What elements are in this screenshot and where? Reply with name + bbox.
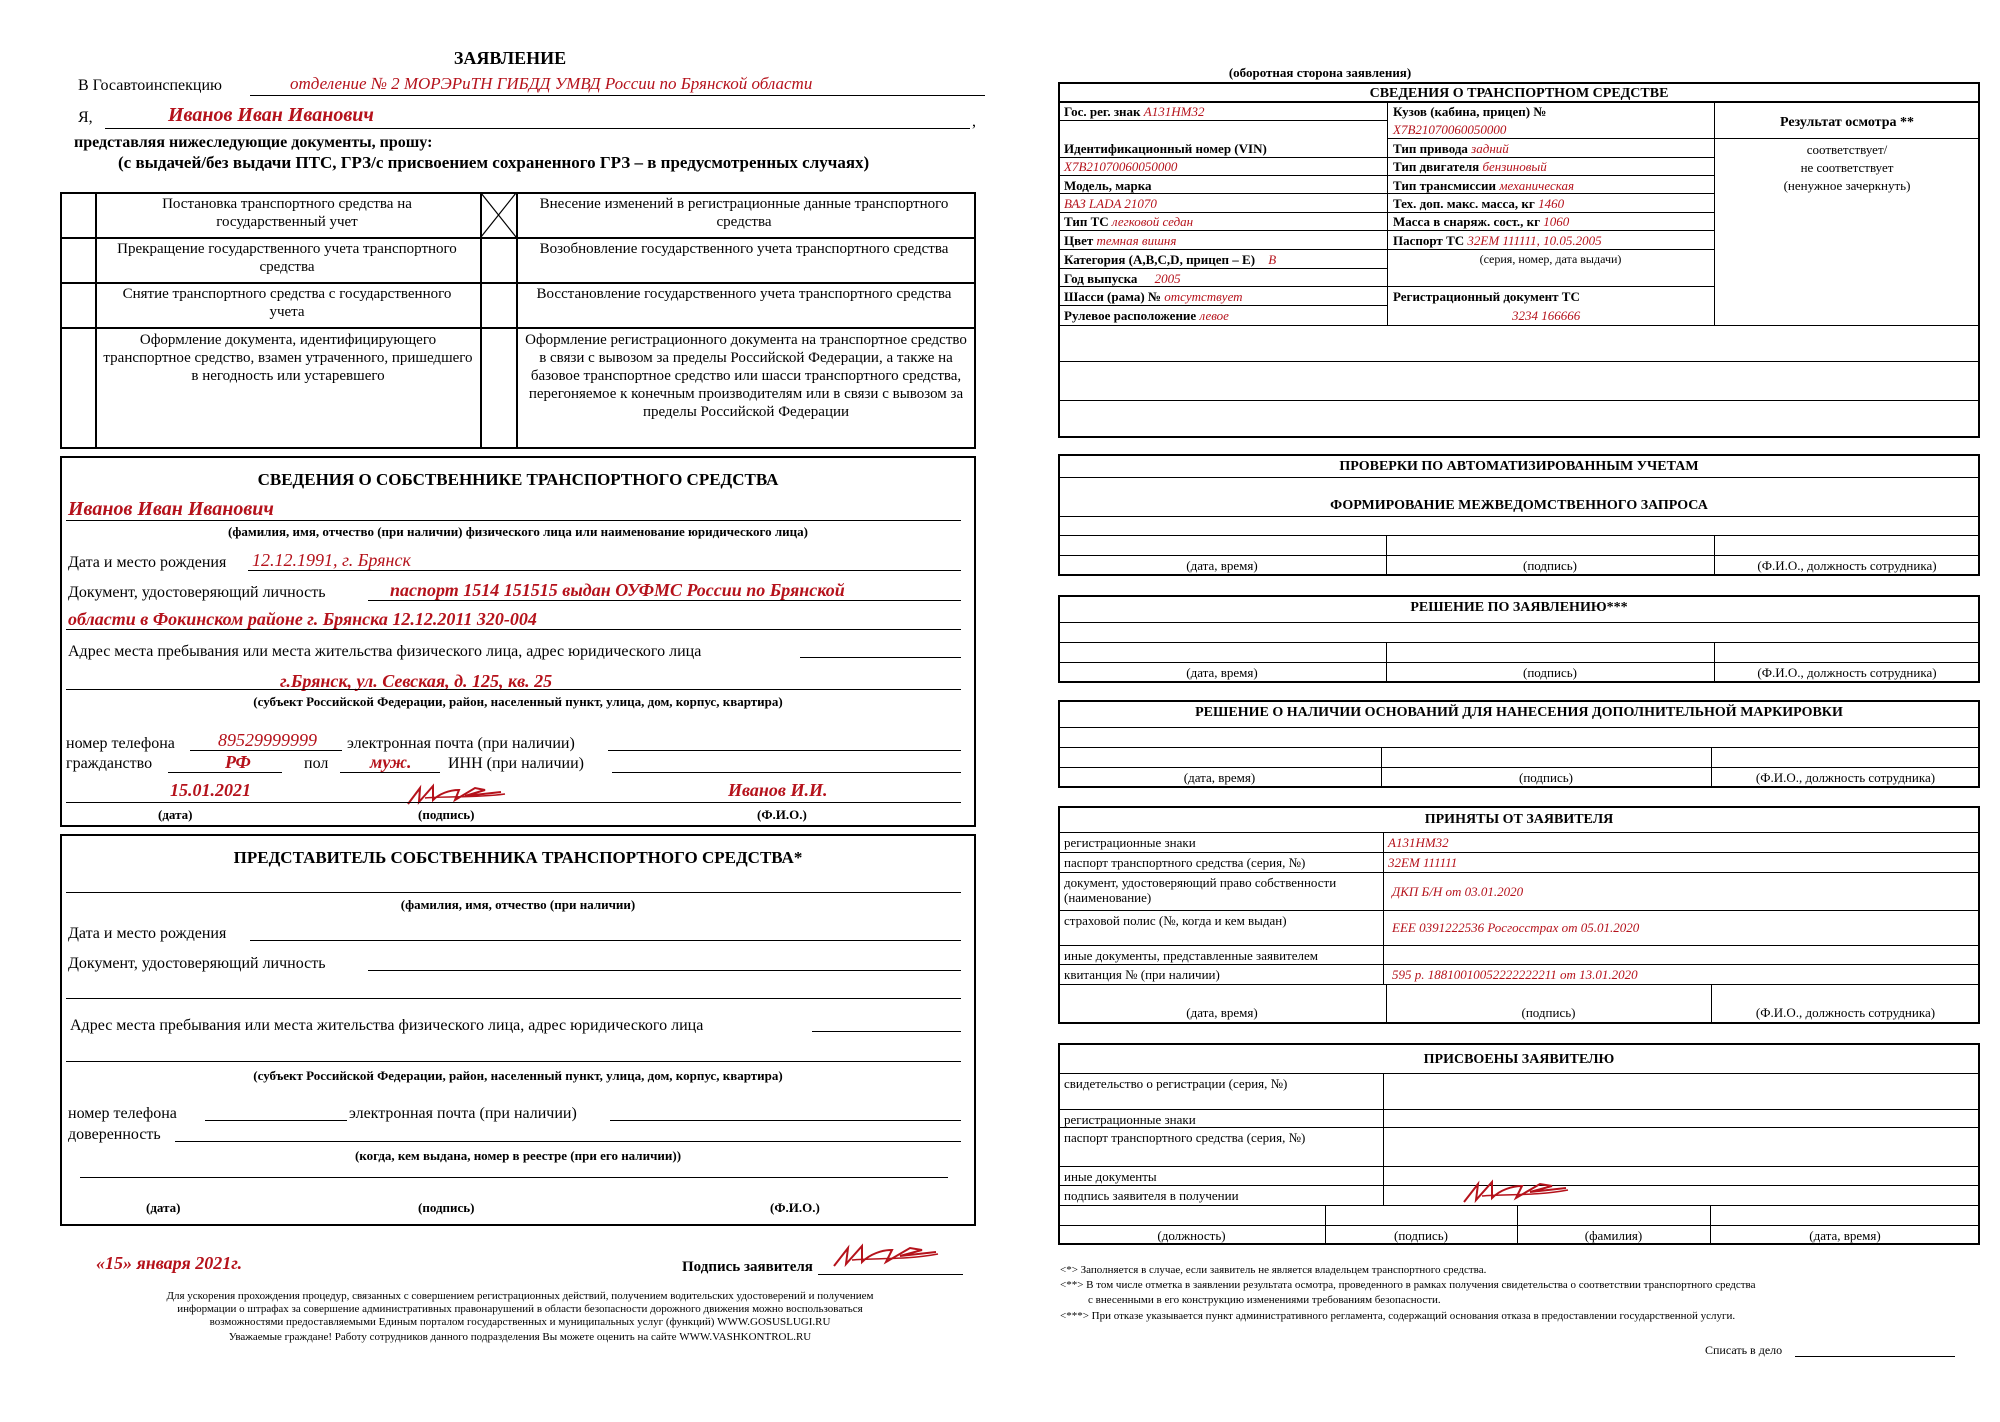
marking-cap-datetime: (дата, время) xyxy=(1183,770,1256,785)
owner-doc-label: Документ, удостоверяющий личность xyxy=(68,584,326,601)
rep-poa-caption: (когда, кем выдана, номер в реестре (при его наличии)) xyxy=(354,1148,682,1163)
trans-label: Тип трансмиссии xyxy=(1393,178,1496,193)
curbmass-label: Масса в снаряж. сост., кг xyxy=(1393,214,1541,229)
trans-value: механическая xyxy=(1499,178,1575,193)
action-right-1: Внесение изменений в регистрационные данные транспортного средства xyxy=(539,196,949,230)
pts-value: 32ЕМ 111111, 10.05.2005 xyxy=(1467,233,1602,248)
accepted-row-4-value: ЕЕЕ 0391222536 Росгосстрах от 05.01.2020 xyxy=(1392,920,1640,935)
owner-citizenship-value: РФ xyxy=(225,752,251,772)
decision-heading: РЕШЕНИЕ ПО ЗАЯВЛЕНИЮ*** xyxy=(1410,600,1628,615)
note-3: <***> При отказе указывается пункт административного регламента, содержащий основания отказа в предоставлении государственной услуги. xyxy=(1060,1310,1736,1322)
vin-value: Х7В21070060050000 xyxy=(1064,159,1178,174)
owner-cap-date: (дата) xyxy=(158,807,193,822)
assigned-cap-sign: (подпись) xyxy=(1394,1228,1448,1243)
pts-caption: (серия, номер, дата выдачи) xyxy=(1479,252,1622,266)
engine-value: бензиновый xyxy=(1482,159,1547,174)
assigned-row-2: регистрационные знаки xyxy=(1064,1112,1196,1127)
owner-phone-label: номер телефона xyxy=(66,735,175,752)
footnote-vashkontrol: Уважаемые граждане! Работу сотрудников данного подразделения Вы можете оценить на сайте WWW.VASHKONTROL.RU xyxy=(228,1331,812,1343)
owner-inn-label: ИНН (при наличии) xyxy=(448,755,584,772)
footer-sign-label: Подпись заявителя xyxy=(682,1259,813,1275)
note-1: <*> Заполняется в случае, если заявитель не является владельцем транспортного средства. xyxy=(1060,1264,1487,1276)
to-value: отделение № 2 МОРЭРиТН ГИБДД УМВД России по Брянской области xyxy=(290,74,813,93)
action-right-4: Оформление регистрационного документа на транспортное средство в связи с вывозом за пределы Российской Федерации, а также на базовое транспортное средство или шасси транспортного средства, перегоняемое к конечным производителям или в связи с вывозом за пределы Российской Федерации xyxy=(525,332,967,420)
owner-dob-label: Дата и место рождения xyxy=(68,554,227,571)
accepted-row-1-label: регистрационные знаки xyxy=(1064,835,1196,850)
owner-name-value: Иванов Иван Иванович xyxy=(68,498,274,520)
regdoc-value: 3234 166666 xyxy=(1512,308,1581,323)
chassis-value: отсутствует xyxy=(1164,289,1243,304)
checkbox-export-document[interactable] xyxy=(481,329,515,447)
action-left-3: Снятие транспортного средства с государственного учета xyxy=(122,286,452,320)
form-title: ЗАЯВЛЕНИЕ xyxy=(453,48,567,68)
i-comma: , xyxy=(972,113,976,130)
color-label: Цвет xyxy=(1064,233,1094,248)
i-underline xyxy=(105,128,970,129)
wheel-label: Рулевое расположение xyxy=(1064,308,1197,323)
checkbox-deregistration[interactable] xyxy=(61,284,95,327)
assigned-row-3: паспорт транспортного средства (серия, №) xyxy=(1064,1130,1306,1145)
action-left-4: Оформление документа, идентифицирующего транспортное средство, взамен утраченного, пришедшего в негодность или устаревшего xyxy=(103,332,473,384)
inspect-opt-2[interactable]: не соответствует xyxy=(1800,160,1894,175)
color-value: темная вишня xyxy=(1096,233,1177,248)
reverse-title: (оборотная сторона заявления) xyxy=(1228,65,1412,80)
model-value: ВАЗ LADA 21070 xyxy=(1064,196,1157,211)
i-value: Иванов Иван Иванович xyxy=(168,104,374,126)
rep-addr-label: Адрес места пребывания или места жительства физического лица, адрес юридического лица xyxy=(70,1017,704,1034)
owner-name-caption: (фамилия, имя, отчество (при наличии) физического лица или наименование юридического лица) xyxy=(228,524,808,539)
accepted-row-6-label: квитанция № (при наличии) xyxy=(1064,967,1220,982)
accepted-cap-officer: (Ф.И.О., должность сотрудника) xyxy=(1755,1005,1936,1020)
note-2b: с внесенными в его конструкцию изменениями требованиям безопасности. xyxy=(1088,1294,1441,1306)
rep-doc-label: Документ, удостоверяющий личность xyxy=(68,955,326,972)
checkbox-termination[interactable] xyxy=(61,239,95,282)
note-2: <**> В том числе отметка в заявлении результата осмотра, проведенного в рамках получения свидетельства о соответствии транспортного средства xyxy=(1060,1279,1756,1291)
rep-cap-date: (дата) xyxy=(146,1200,181,1215)
rep-phone-label: номер телефона xyxy=(68,1105,177,1122)
type-label: Тип ТС xyxy=(1064,214,1109,229)
checkbox-resumption[interactable] xyxy=(481,239,515,282)
accepted-row-5-label: иные документы, представленные заявителем xyxy=(1064,948,1318,963)
type-value: легковой седан xyxy=(1111,214,1194,229)
rep-addr-caption: (субъект Российской Федерации, район, населенный пункт, улица, дом, корпус, квартира) xyxy=(253,1068,783,1083)
to-underline xyxy=(250,95,985,96)
marking-cap-sign: (подпись) xyxy=(1519,770,1573,785)
owner-signature-icon xyxy=(405,780,510,808)
assigned-cap-position: (должность) xyxy=(1157,1228,1226,1243)
assigned-heading: ПРИСВОЕНЫ ЗАЯВИТЕЛЮ xyxy=(1423,1052,1615,1067)
maxmass-value: 1460 xyxy=(1538,196,1565,211)
accepted-row-4-label: страховой полис (№, когда и кем выдан) xyxy=(1064,913,1287,928)
plate-label: Гос. рег. знак xyxy=(1064,104,1141,119)
action-right-2: Возобновление государственного учета транспортного средства xyxy=(539,241,949,257)
assigned-row-1: свидетельство о регистрации (серия, №) xyxy=(1064,1076,1288,1091)
assigned-cap-surname: (фамилия) xyxy=(1584,1228,1643,1243)
checks-cap-officer: (Ф.И.О., должность сотрудника) xyxy=(1757,558,1937,573)
vehicle-heading: СВЕДЕНИЯ О ТРАНСПОРТНОМ СРЕДСТВЕ xyxy=(1369,86,1669,101)
checkbox-id-document[interactable] xyxy=(61,329,95,447)
model-label: Модель, марка xyxy=(1064,178,1152,193)
inspect-label: Результат осмотра ** xyxy=(1779,115,1915,130)
checks-heading-1: ПРОВЕРКИ ПО АВТОМАТИЗИРОВАННЫМ УЧЕТАМ xyxy=(1339,459,1699,474)
action-left-1: Постановка транспортного средства на государственный учет xyxy=(162,196,412,230)
owner-sex-value: муж. xyxy=(370,752,412,772)
receipt-signature-icon xyxy=(1460,1176,1570,1206)
rep-name-caption: (фамилия, имя, отчество (при наличии) xyxy=(400,897,636,912)
rep-email-label: электронная почта (при наличии) xyxy=(349,1105,577,1122)
decision-cap-officer: (Ф.И.О., должность сотрудника) xyxy=(1757,665,1937,680)
year-value: 2005 xyxy=(1154,271,1181,286)
footer-date: «15» января 2021г. xyxy=(96,1253,243,1273)
rep-dob-label: Дата и место рождения xyxy=(68,925,227,942)
rep-heading: ПРЕДСТАВИТЕЛЬ СОБСТВЕННИКА ТРАНСПОРТНОГО СРЕДСТВА* xyxy=(233,848,803,867)
assigned-cap-datetime: (дата, время) xyxy=(1809,1228,1881,1243)
accepted-row-2-label: паспорт транспортного средства (серия, №) xyxy=(1064,855,1306,870)
checks-heading-2: ФОРМИРОВАНИЕ МЕЖВЕДОМСТВЕННОГО ЗАПРОСА xyxy=(1330,498,1708,513)
body-label: Кузов (кабина, прицеп) № xyxy=(1393,104,1547,119)
accepted-row-6-value: 595 р. 18810010052222222211 от 13.01.2020 xyxy=(1392,967,1638,982)
accepted-row-1-value: А131НМ32 xyxy=(1388,835,1449,850)
maxmass-label: Тех. доп. макс. масса, кг xyxy=(1393,196,1535,211)
accepted-row-2-value: 32ЕМ 111111 xyxy=(1388,855,1458,870)
drive-label: Тип привода xyxy=(1393,141,1468,156)
owner-cap-sign: (подпись) xyxy=(418,807,475,822)
owner-cap-fio: (Ф.И.О.) xyxy=(757,807,807,822)
cat-value: В xyxy=(1268,252,1277,267)
owner-doc-value-2: области в Фокинском районе г. Брянска 12.12.2011 320-004 xyxy=(68,609,537,629)
checkbox-restoration[interactable] xyxy=(481,284,515,327)
owner-fio-value: Иванов И.И. xyxy=(728,780,828,800)
rep-cap-sign: (подпись) xyxy=(418,1200,475,1215)
checked-box-x-icon[interactable] xyxy=(481,193,516,237)
inspect-opt-1[interactable]: соответствует/ xyxy=(1806,142,1888,157)
regdoc-label: Регистрационный документ ТС xyxy=(1393,289,1580,304)
wheel-value: левое xyxy=(1199,308,1229,323)
action-right-3: Восстановление государственного учета транспортного средства xyxy=(536,286,952,302)
owner-addr-caption: (субъект Российской Федерации, район, населенный пункт, улица, дом, корпус, квартира) xyxy=(253,694,783,709)
plate-value: А131НМ32 xyxy=(1143,104,1205,119)
owner-heading: СВЕДЕНИЯ О СОБСТВЕННИКЕ ТРАНСПОРТНОГО СРЕДСТВА xyxy=(257,470,779,489)
accepted-cap-datetime: (дата, время) xyxy=(1186,1005,1258,1020)
action-left-2: Прекращение государственного учета транспортного средства xyxy=(117,241,457,275)
owner-email-label: электронная почта (при наличии) xyxy=(347,735,575,752)
to-label: В Госавтоинспекцию xyxy=(78,77,222,94)
checkbox-registration[interactable] xyxy=(61,193,95,237)
owner-dob-value: 12.12.1991, г. Брянск xyxy=(252,550,411,570)
curbmass-value: 1060 xyxy=(1543,214,1570,229)
body-value: Х7В21070060050000 xyxy=(1393,122,1507,137)
decision-cap-datetime: (дата, время) xyxy=(1186,665,1258,680)
owner-addr-value: г.Брянск, ул. Севская, д. 125, кв. 25 xyxy=(280,671,553,691)
marking-heading: РЕШЕНИЕ О НАЛИЧИИ ОСНОВАНИЙ ДЛЯ НАНЕСЕНИЯ ДОПОЛНИТЕЛЬНОЙ МАРКИРОВКИ xyxy=(1195,705,1843,720)
footnote-gosuslugi: Для ускорения прохождения процедур, связанных с совершением регистрационных действий, получением водительских удостоверений и получением информации о штрафах за совершение административных правонарушений в области безопасности дорожного движения можно воспользоваться возможностями предоставляемыми Единым порталом государственных и муниципальных услуг (функций) WWW.GOSUSLUGI.RU xyxy=(166,1290,874,1328)
inspect-opt-3: (ненужное зачеркнуть) xyxy=(1783,178,1911,193)
accepted-cap-sign: (подпись) xyxy=(1521,1005,1576,1020)
owner-sex-label: пол xyxy=(304,755,329,772)
rep-poa-label: доверенность xyxy=(68,1126,161,1143)
owner-date-value: 15.01.2021 xyxy=(170,780,251,800)
assigned-row-5: подпись заявителя в получении xyxy=(1064,1188,1239,1203)
archive-label: Списать в дело xyxy=(1705,1343,1783,1357)
pts-label: Паспорт ТС xyxy=(1393,233,1465,248)
engine-label: Тип двигателя xyxy=(1393,159,1480,174)
request-line-1: представляя нижеследующие документы, прошу: xyxy=(74,134,433,151)
i-label: Я, xyxy=(78,109,93,126)
request-line-2: (с выдачей/без выдачи ПТС, ГРЗ/с присвоением сохраненного ГРЗ – в предусмотренных случаях) xyxy=(118,153,870,172)
rep-cap-fio: (Ф.И.О.) xyxy=(770,1200,820,1215)
owner-phone-value: 89529999999 xyxy=(218,730,317,750)
accepted-heading: ПРИНЯТЫ ОТ ЗАЯВИТЕЛЯ xyxy=(1424,812,1614,827)
owner-doc-value-1: паспорт 1514 151515 выдан ОУФМС России по Брянской xyxy=(390,580,845,600)
checks-cap-sign: (подпись) xyxy=(1523,558,1577,573)
drive-value: задний xyxy=(1471,141,1509,156)
accepted-row-3-label: документ, удостоверяющий право собственности (наименование) xyxy=(1064,875,1337,905)
applicant-signature-icon xyxy=(830,1238,940,1270)
decision-cap-sign: (подпись) xyxy=(1523,665,1577,680)
chassis-label: Шасси (рама) № xyxy=(1064,289,1162,304)
year-label: Год выпуска xyxy=(1064,271,1138,286)
checks-cap-datetime: (дата, время) xyxy=(1186,558,1258,573)
owner-citizenship-label: гражданство xyxy=(66,755,153,772)
marking-cap-officer: (Ф.И.О., должность сотрудника) xyxy=(1755,770,1936,785)
assigned-row-4: иные документы xyxy=(1064,1169,1157,1184)
vin-label: Идентификационный номер (VIN) xyxy=(1064,141,1267,156)
owner-addr-label: Адрес места пребывания или места жительства физического лица, адрес юридического лица xyxy=(68,643,702,660)
cat-label: Категория (A,B,C,D, прицеп – E) xyxy=(1064,252,1256,267)
accepted-row-3-value: ДКП Б/Н от 03.01.2020 xyxy=(1392,884,1524,899)
